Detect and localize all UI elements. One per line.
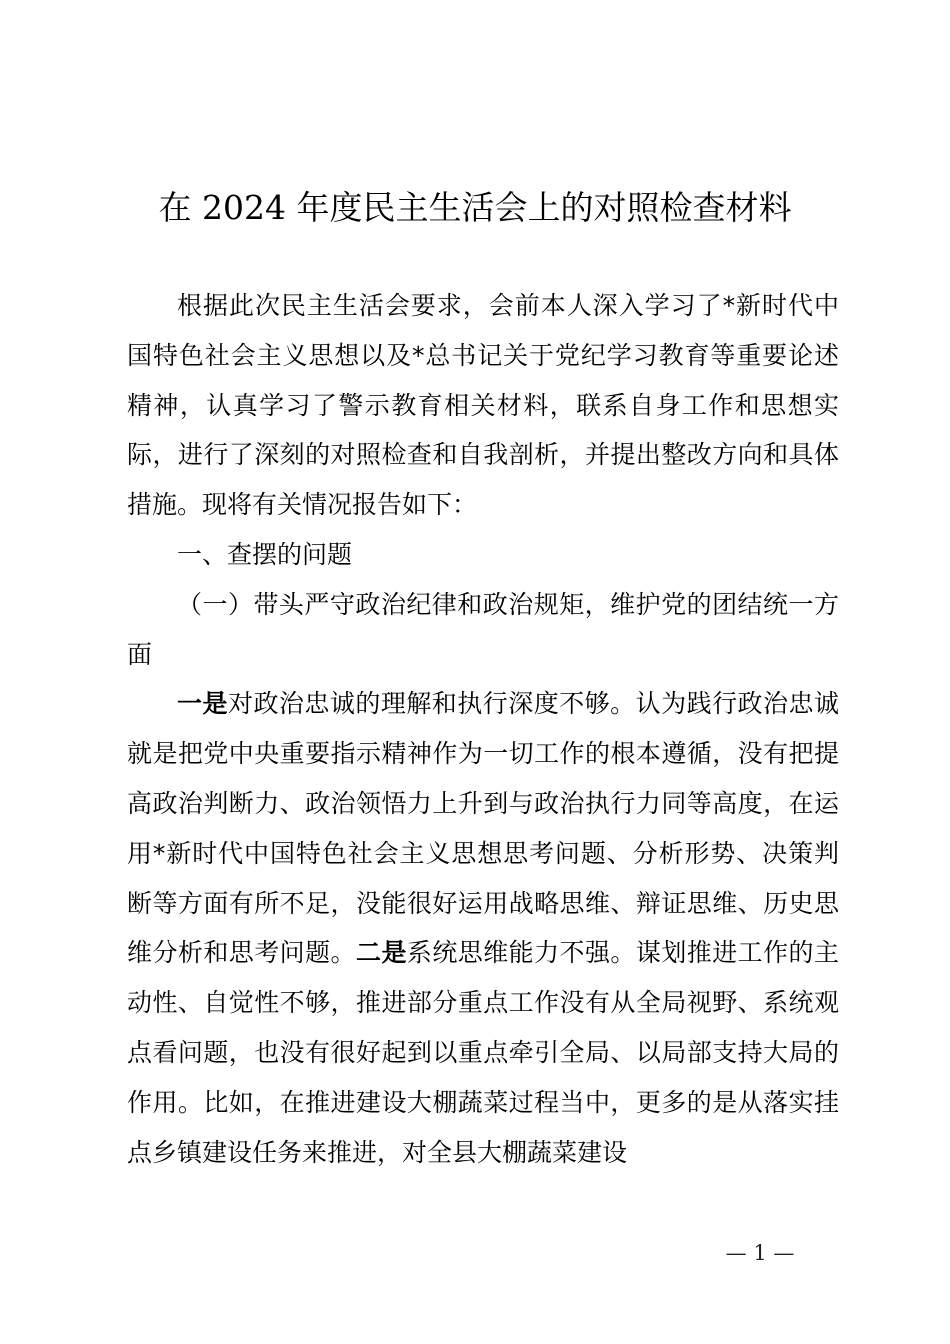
point-one-lead: 一是 xyxy=(177,689,228,719)
point-two-text: 系统思维能力不强。谋划推进工作的主动性、自觉性不够，推进部分重点工作没有从全局视野、系统观点看问题，也没有很好起到以重点牵引全局、以局部支持大局的作用。比如，在推进建设大棚蔬菜过程当中，更多的是从落实挂点乡镇建设任务来推进，对全县大棚蔬菜建设 xyxy=(127,938,839,1167)
issues-paragraph xyxy=(127,679,839,1177)
subsection-heading: （一）带头严守政治纪律和政治规矩，维护党的团结统一方面 xyxy=(127,589,839,669)
section-heading: 一、查摆的问题 xyxy=(177,539,353,569)
page-number: — 1 — xyxy=(725,1241,795,1265)
point-two-lead: 二是 xyxy=(356,938,407,968)
document-title: 在 2024 年度民主生活会上的对照检查材料 xyxy=(158,188,792,227)
point-one-text: 对政治忠诚的理解和执行深度不够。认为践行政治忠诚就是把党中央重要指示精神作为一切工作的根本遵循，没有把提高政治判断力、政治领悟力上升到与政治执行力同等高度，在运用*新时代中国特色社会主义思想思考问题、分析形势、决策判断等方面有所不足，没能很好运用战略思维、辩证思维、历史思维分析和思考问题。 xyxy=(127,689,839,968)
intro-paragraph: 根据此次民主生活会要求，会前本人深入学习了*新时代中国特色社会主义思想以及*总书记关于党纪学习教育等重要论述精神，认真学习了警示教育相关材料，联系自身工作和思想实际，进行了深刻的对照检查和自我剖析，并提出整改方向和具体措施。现将有关情况报告如下： xyxy=(127,291,839,520)
document-body xyxy=(127,281,839,1177)
